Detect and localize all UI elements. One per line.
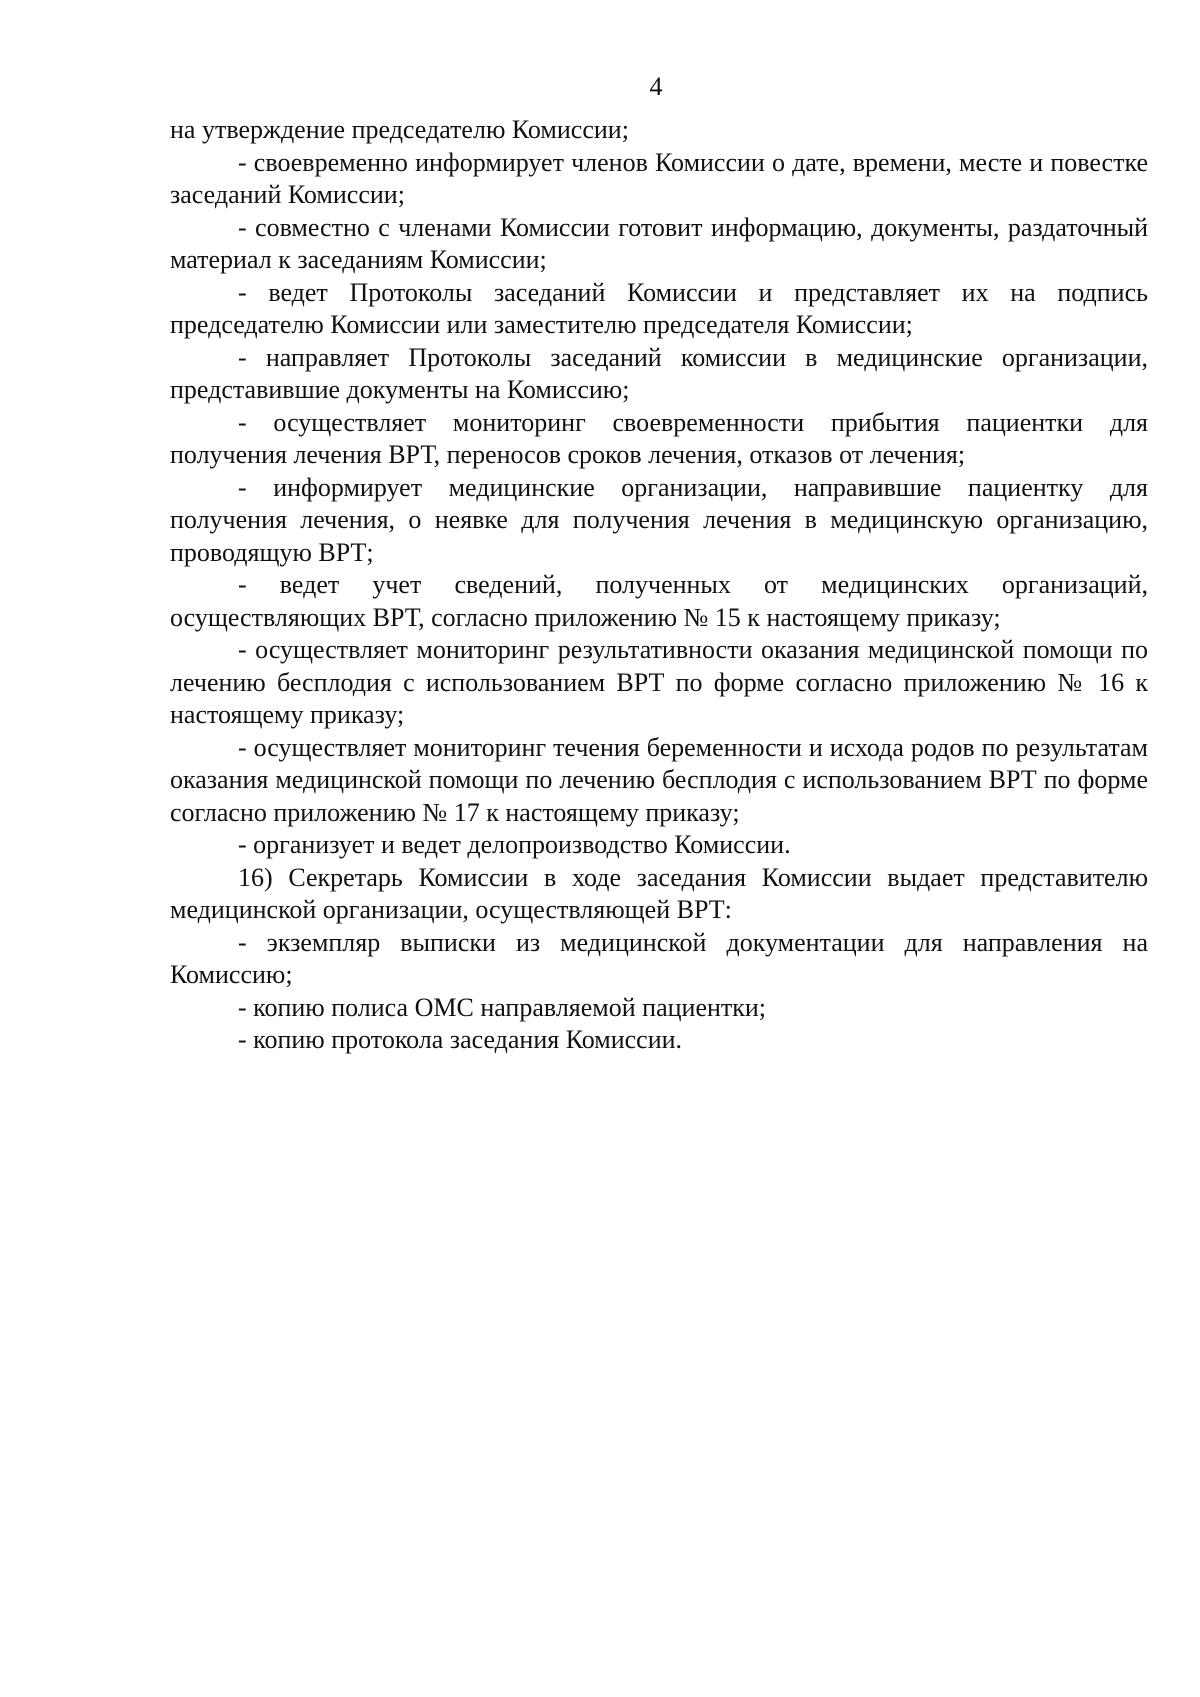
paragraph-office-work: - организует и ведет делопроизводство Комиссии. [238,830,791,859]
page-number: 4 [649,72,663,101]
paragraph-send-protocols: - направляет Протоколы заседаний комиссии в медицинские организации, представившие документы на Комиссию; [170,342,1148,404]
paragraph-monitor-arrival: - осуществляет мониторинг своевременности прибытия пациентки для получения лечения ВРТ, переносов сроков лечения, отказов от лечения; [170,407,1148,469]
paragraph-secretary-issues: 16) Секретарь Комиссии в ходе заседания Комиссии выдает представителю медицинской организации, осуществляющей ВРТ: [170,862,1148,924]
paragraph-monitor-pregnancy: - осуществляет мониторинг течения беременности и исхода родов по результатам оказания медицинской помощи по лечению бесплодия с использованием ВРТ по форме согласно приложению № 17 к настоящему приказу; [170,732,1148,827]
paragraph-record-keeping: - ведет учет сведений, полученных от медицинских организаций, осуществляющих ВРТ, согласно приложению № 15 к настоящему приказу; [170,570,1148,632]
paragraph-policy-copy: - копию полиса ОМС направляемой пациентки; [238,992,767,1022]
paragraph-extract-copy: - экземпляр выписки из медицинской документации для направления на Комиссию; [170,927,1148,989]
document-body [170,114,1148,1057]
paragraph-continuation: на утверждение председателю Комиссии; [170,115,629,144]
paragraph-monitor-results: - осуществляет мониторинг результативности оказания медицинской помощи по лечению бесплодия с использованием ВРТ по форме согласно приложению № 16 к настоящему приказу; [170,635,1148,729]
paragraph-prepare-materials: - совместно с членами Комиссии готовит информацию, документы, раздаточный материал к заседаниям Комиссии; [170,212,1148,274]
paragraph-protocol-copy: - копию протокола заседания Комиссии. [238,1025,683,1054]
paragraph-inform-members: - своевременно информирует членов Комиссии о дате, времени, месте и повестке заседаний Комиссии; [170,147,1148,209]
paragraph-inform-organizations: - информирует медицинские организации, направившие пациентку для получения лечения, о неявке для получения лечения в медицинскую организацию, проводящую ВРТ; [170,472,1148,567]
paragraph-keep-protocols: - ведет Протоколы заседаний Комиссии и представляет их на подпись председателю Комиссии или заместителю председателя Комиссии; [170,277,1148,339]
